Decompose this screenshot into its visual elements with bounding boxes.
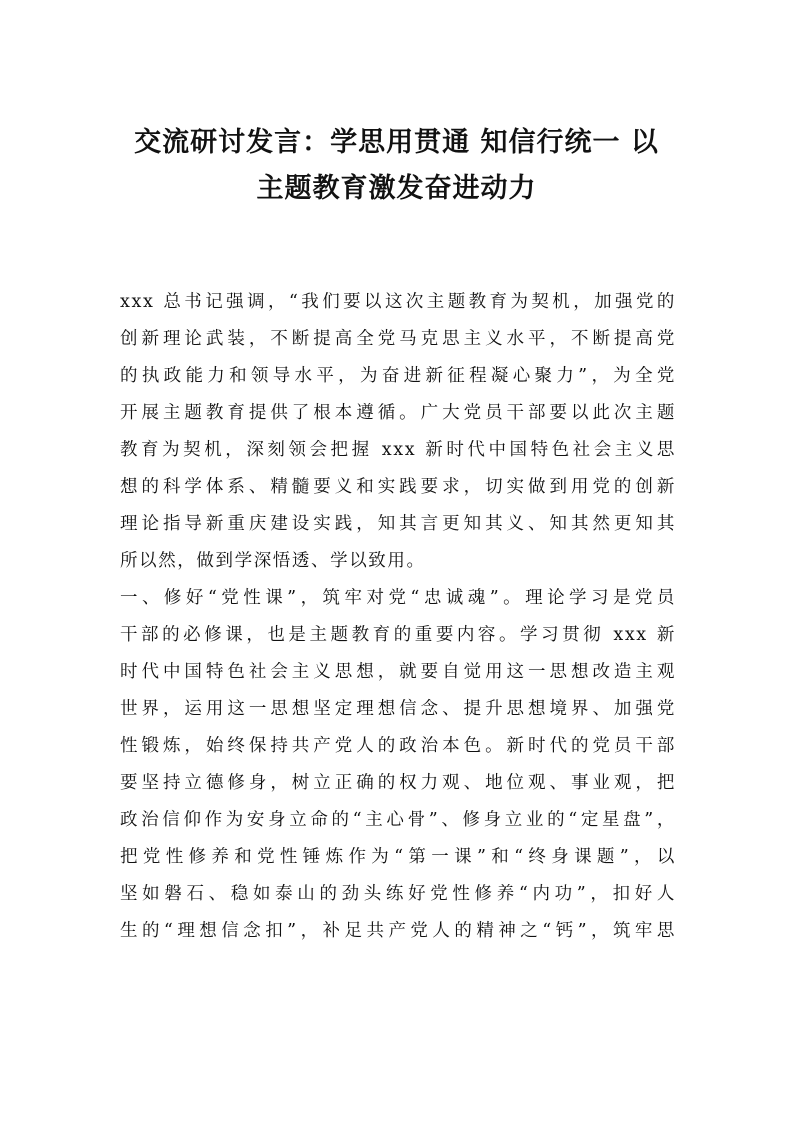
body-line: 教育为契机，深刻领会把握 xxx 新时代中国特色社会主义思 (120, 440, 676, 460)
body-line: 时代中国特色社会主义思想，就要自觉用这一思想改造主观 (120, 662, 676, 682)
body-line: 所以然，做到学深悟透、学以致用。 (120, 551, 426, 571)
body-line: 坚如磐石、稳如泰山的劲头练好党性修养“内功”，扣好人 (120, 884, 676, 904)
body-line: xxx 总书记强调，“我们要以这次主题教育为契机，加强党的 (120, 292, 676, 312)
body-line: 开展主题教育提供了根本遵循。广大党员干部要以此次主题 (120, 403, 676, 423)
document-body (120, 284, 676, 950)
body-line: 性锻炼，始终保持共产党人的政治本色。新时代的党员干部 (120, 736, 676, 756)
body-line: 把党性修养和党性锤炼作为“第一课”和“终身课题”，以 (120, 847, 676, 867)
document-title (110, 120, 683, 212)
body-line: 政治信仰作为安身立命的“主心骨”、修身立业的“定星盘”， (120, 810, 676, 830)
body-line: 要坚持立德修身，树立正确的权力观、地位观、事业观，把 (120, 773, 676, 793)
title-line-1: 交流研讨发言：学思用贯通 知信行统一 以 (134, 127, 659, 158)
body-line: 世界，运用这一思想坚定理想信念、提升思想境界、加强党 (120, 699, 676, 719)
body-line: 创新理论武装，不断提高全党马克思主义水平，不断提高党 (120, 329, 676, 349)
body-line: 想的科学体系、精髓要义和实践要求，切实做到用党的创新 (120, 477, 676, 497)
body-line: 一、修好“党性课”，筑牢对党“忠诚魂”。理论学习是党员 (120, 588, 676, 608)
body-line: 生的“理想信念扣”，补足共产党人的精神之“钙”，筑牢思 (120, 921, 676, 941)
body-line: 干部的必修课，也是主题教育的重要内容。学习贯彻 xxx 新 (120, 625, 676, 645)
body-line: 的执政能力和领导水平，为奋进新征程凝心聚力”，为全党 (120, 366, 676, 386)
title-line-2: 主题教育激发奋进动力 (256, 173, 537, 204)
body-line: 理论指导新重庆建设实践，知其言更知其义、知其然更知其 (120, 514, 676, 534)
